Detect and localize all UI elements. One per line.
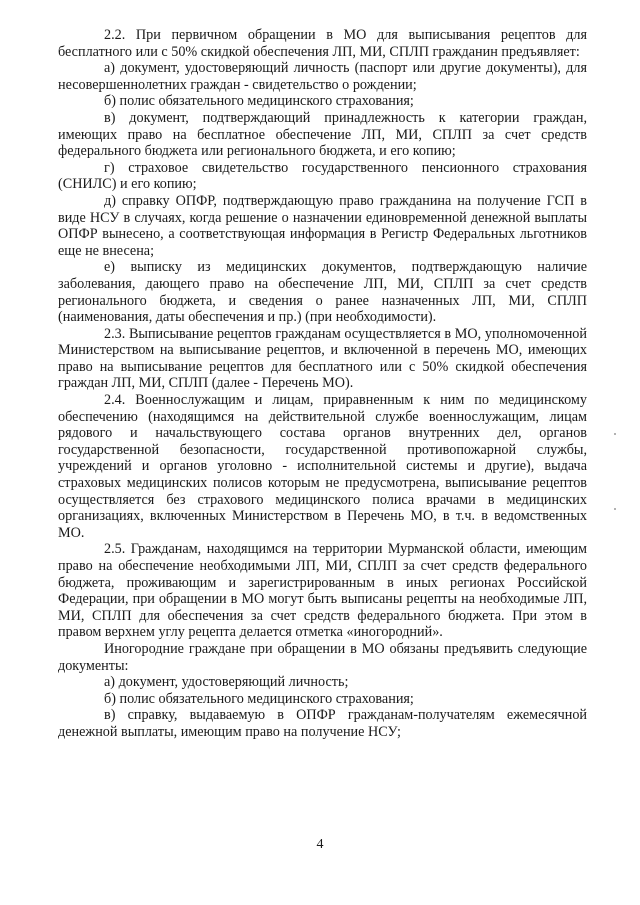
paragraph-2-3: 2.3. Выписывание рецептов гражданам осуществляется в МО, уполномоченной Министерством на выписывание рецептов, и включенной в перечень МО, имеющих право на выписывание рецептов для бесплатного или с 50% скидкой обеспечения граждан ЛП, МИ, СПЛП (далее - Перечень МО). [58,325,587,392]
scan-dot-mark [614,433,616,435]
list-item-a-identity-document: а) документ, удостоверяющий личность (паспорт или другие документы), для несовершеннолетних граждан - свидетельство о рождении; [58,60,587,93]
list-item-b-insurance-policy: б) полис обязательного медицинского страхования; [104,93,414,110]
scan-dot-mark [614,508,616,510]
paragraph-nonresident-citizens: Иногородние граждане при обращении в МО обязаны предъявить следующие документы: [58,640,587,674]
paragraph-2-2: 2.2. При первичном обращении в МО для выписывания рецептов для бесплатного или с 50% скидкой обеспечения ЛП, МИ, СПЛП гражданин предъявляет: [58,27,587,60]
list-item-e-medical-extract: е) выписку из медицинских документов, подтверждающую наличие заболевания, дающего право на обеспечение ЛП, МИ, СПЛП за счет средств регионального бюджета, и сведения о ранее назначенных ЛП, МИ, СПЛП (наименования, даты обеспечения и пр.) (при необходимости). [58,259,587,326]
page-number: 4 [316,837,324,852]
paragraph-2-5: 2.5. Гражданам, находящимся на территории Мурманской области, имеющим право на обеспечение необходимыми ЛП, МИ, СПЛП за счет средств федерального бюджета, проживающим и зарегистрированным в иных регионах Российской Федерации, при обращении в МО могут быть выписаны рецепты на необходимые ЛП, МИ, СПЛП для обеспечения за счет средств федерального бюджета. При этом в правом верхнем углу рецепта делается отметка «иногородний». [58,541,587,641]
list-item-v-category-document: в) документ, подтверждающий принадлежность к категории граждан, имеющих право на бесплатное обеспечение ЛП, МИ, СПЛП за счет средств федерального бюджета или регионального бюджета, и его копию; [58,109,587,160]
paragraph-2-4: 2.4. Военнослужащим и лицам, приравненным к ним по медицинскому обеспечению (находящимся на действительной службе военнослужащим, лицам рядового и начальствующего состава органов внутренних дел, органов государственной безопасности, государственной противопожарной службы, учреждений и органов уголовно - исполнительной системы и другие), выдача страховых медицинских полисов которым не предусмотрена, выписывание рецептов осуществляется без страхового медицинского полиса врачами в медицинских организациях, включенных Министерством в Перечень МО, в т.ч. в ведомственных МО. [58,392,587,541]
list-item-v-nonresident-certificate: в) справку, выдаваемую в ОПФР гражданам-получателям ежемесячной денежной выплаты, имеющим право на получение НСУ; [58,707,587,740]
list-item-a-nonresident-identity: а) документ, удостоверяющий личность; [104,674,349,691]
list-item-b-nonresident-policy: б) полис обязательного медицинского страхования; [104,690,414,707]
document-body [58,27,587,741]
list-item-d-opfr-certificate: д) справку ОПФР, подтверждающую право гражданина на получение ГСП в виде НСУ в случаях, когда решение о назначении единовременной денежной выплаты ОПФР вынесено, а соответствующая информация в Регистр Федеральных льготников еще не внесена; [58,192,587,259]
list-item-g-snils: г) страховое свидетельство государственного пенсионного страхования (СНИЛС) и его копию; [58,159,587,193]
